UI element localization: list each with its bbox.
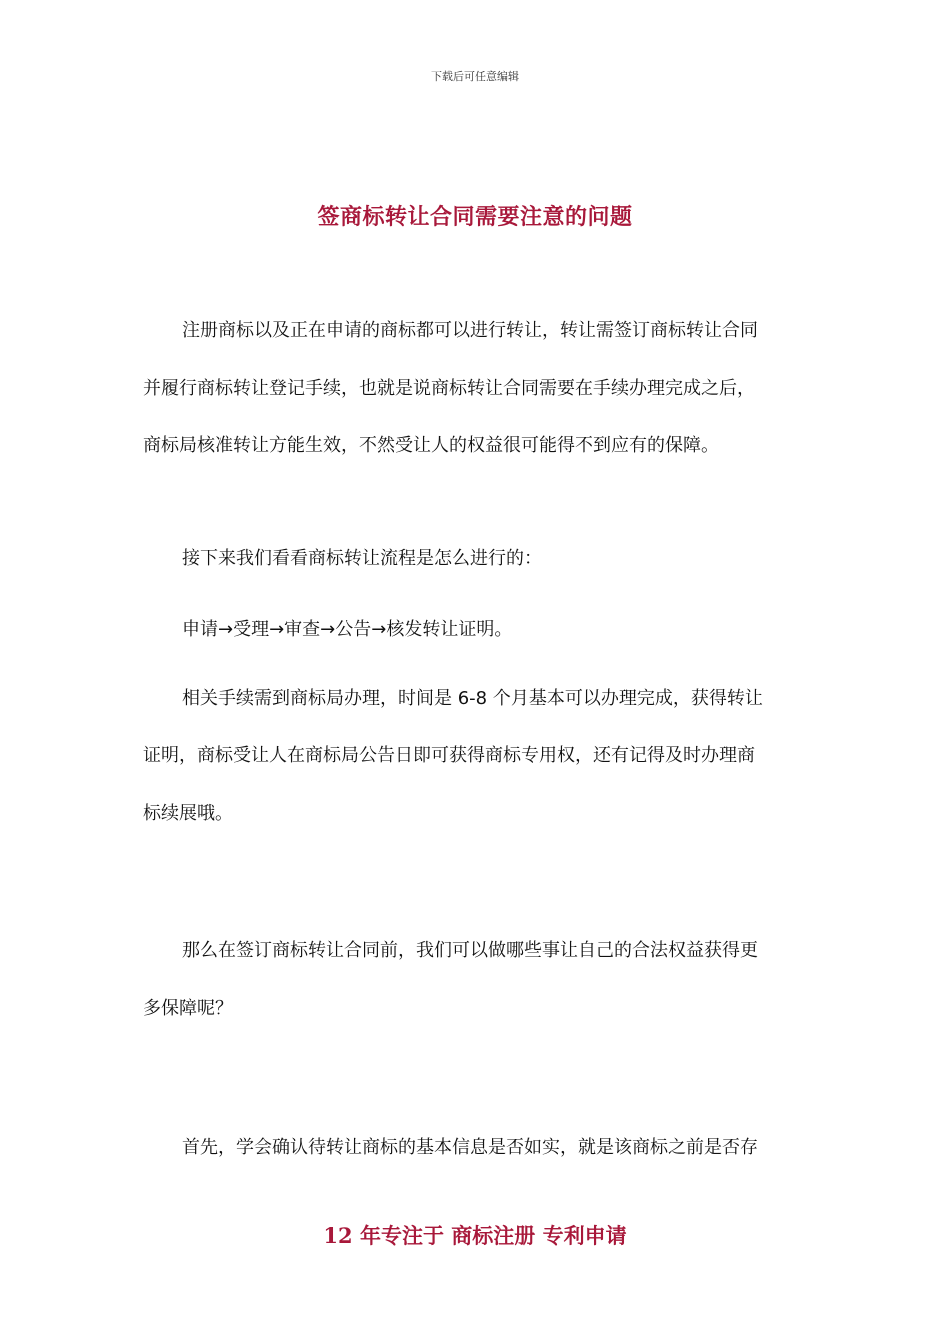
footer-slogan: 12 年专注于 商标注册 专利申请 xyxy=(323,1223,627,1248)
paragraph-line: 那么在签订商标转让合同前，我们可以做哪些事让自己的合法权益获得更 xyxy=(182,940,758,961)
paragraph-line: 接下来我们看看商标转让流程是怎么进行的： xyxy=(182,548,542,569)
document-title: 签商标转让合同需要注意的问题 xyxy=(317,204,633,230)
paragraph-line: 标续展哦。 xyxy=(143,803,233,824)
paragraph-line: 多保障呢？ xyxy=(143,998,233,1019)
paragraph-line: 注册商标以及正在申请的商标都可以进行转让，转让需签订商标转让合同 xyxy=(182,320,758,341)
paragraph-line: 申请→受理→审查→公告→核发转让证明。 xyxy=(182,619,513,640)
paragraph-line: 商标局核准转让方能生效，不然受让人的权益很可能得不到应有的保障。 xyxy=(143,435,719,456)
paragraph-line: 证明，商标受让人在商标局公告日即可获得商标专用权，还有记得及时办理商 xyxy=(143,745,755,766)
paragraph-line: 首先，学会确认待转让商标的基本信息是否如实，就是该商标之前是否存 xyxy=(182,1137,758,1158)
header-note: 下载后可任意编辑 xyxy=(431,70,519,83)
paragraph-line: 相关手续需到商标局办理，时间是 6-8 个月基本可以办理完成，获得转让 xyxy=(182,688,763,709)
paragraph-line: 并履行商标转让登记手续，也就是说商标转让合同需要在手续办理完成之后， xyxy=(143,378,755,399)
